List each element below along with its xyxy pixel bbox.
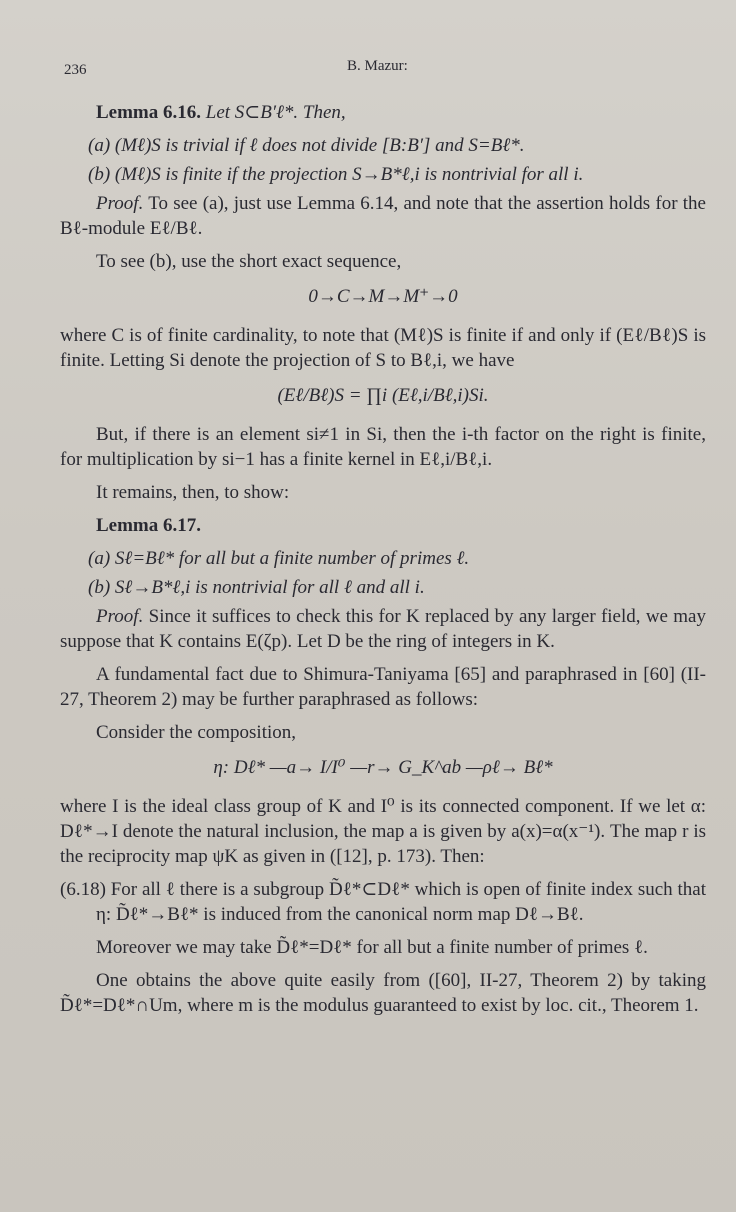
paragraph-but: But, if there is an element si≠1 in Si, then the i-th factor on the right is finite, for multiplication by si−1 has a finite kernel in Eℓ,i/Bℓ,i.: [60, 424, 706, 470]
lemma-6-17-part-a: (a) Sℓ=Bℓ* for all but a finite number of primes ℓ.: [88, 548, 470, 569]
paragraph-consider: Consider the composition,: [96, 722, 297, 743]
proof-6-17: [60, 604, 706, 654]
paragraph-moreover: Moreover we may take D̃ℓ*=Dℓ* for all but a finite number of primes ℓ.: [96, 937, 648, 958]
lemma-6-16-part-a: (a) (Mℓ)S is trivial if ℓ does not divide [B:B′] and S=Bℓ*.: [88, 135, 525, 156]
lemma-6-16-part-b: (b) (Mℓ)S is finite if the projection S→B*ℓ,i is nontrivial for all i.: [88, 164, 584, 185]
equation-product: (Eℓ/Bℓ)S = ∏i (Eℓ,i/Bℓ,i)Si.: [277, 385, 489, 406]
lemma-6-16-statement: [60, 100, 706, 125]
paragraph-see-b: To see (b), use the short exact sequence,: [96, 251, 402, 272]
proof-label: Proof.: [96, 606, 144, 627]
page-header: [64, 58, 676, 82]
paragraph-one-obtains: One obtains the above quite easily from ([60], II-27, Theorem 2) by taking D̃ℓ*=Dℓ*∩Um, where m is the modulus guaranteed to exist by loc. cit., Theorem 1.: [60, 970, 706, 1016]
paragraph-fundamental-fact: A fundamental fact due to Shimura-Taniyama [65] and paraphrased in [60] (II-27, Theorem 2) may be further paraphrased as follows:: [60, 664, 706, 710]
lemma-6-17-part-b: (b) Sℓ→B*ℓ,i is nontrivial for all ℓ and all i.: [88, 577, 425, 598]
paragraph-where-c: where C is of finite cardinality, to note that (Mℓ)S is finite if and only if (Eℓ/Bℓ)S is finite. Letting Si denote the projection of S to Bℓ,i, we have: [60, 325, 706, 371]
lemma-6-16-title: Lemma 6.16.: [96, 102, 202, 123]
equation-exact-sequence: 0→C→M→M⁺→0: [308, 286, 458, 307]
lemma-6-16-intro: Let S⊂B′ℓ*. Then,: [205, 102, 346, 123]
claim-6-18: (6.18) For all ℓ there is a subgroup D̃ℓ*⊂Dℓ* which is open of finite index such that η: D̃ℓ*→Bℓ* is induced from the canonical norm map Dℓ→Bℓ.: [60, 879, 706, 925]
paragraph-where-ideal: where I is the ideal class group of K and I⁰ is its connected component. If we let α: Dℓ*→I denote the natural inclusion, the map a is given by a(x)=α(x⁻¹). The map r is the reciprocity map ψK as given in ([12], p. 173). Then:: [60, 796, 706, 867]
proof-label: Proof.: [96, 193, 144, 214]
paragraph-remains: It remains, then, to show:: [96, 482, 290, 503]
proof-6-16: [60, 191, 706, 241]
proof-text: Since it suffices to check this for K replaced by any larger field, we may suppose that K contains E(ζp). Let D be the ring of integers in K.: [60, 606, 706, 652]
equation-eta-composition: η: Dℓ* —a→ I/I⁰ —r→ G_K^ab —ρℓ→ Bℓ*: [213, 757, 553, 778]
proof-text: To see (a), just use Lemma 6.14, and note that the assertion holds for the Bℓ-module Eℓ/Bℓ.: [60, 193, 706, 239]
lemma-6-17-title: Lemma 6.17.: [96, 515, 202, 536]
page-body: [60, 100, 706, 1026]
page-number: 236: [64, 62, 87, 78]
running-head: B. Mazur:: [347, 58, 408, 74]
